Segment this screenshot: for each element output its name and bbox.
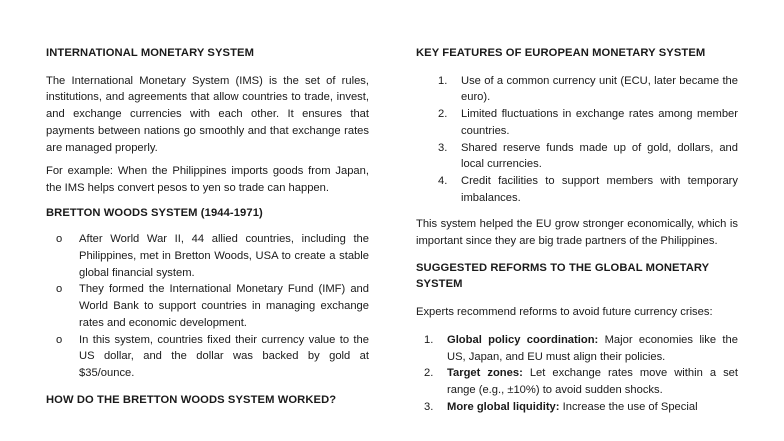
ems-features-list (416, 73, 738, 207)
list-item-text: Let exchange rates move within a set range (e.g., ±10%) to avoid sudden shocks. (447, 367, 738, 396)
ims-example: For example: When the Philippines imports goods from Japan, the IMS helps convert pesos to yen so trade can happen. (46, 165, 369, 194)
list-number: 1. (438, 74, 448, 87)
bretton-woods-heading: BRETTON WOODS SYSTEM (1944-1971) (46, 206, 263, 219)
list-item (416, 399, 738, 416)
list-item (416, 140, 738, 173)
bretton-woods-list (46, 231, 369, 381)
reforms-heading: SUGGESTED REFORMS TO THE GLOBAL MONETARY SYSTEM (416, 261, 710, 291)
list-item-text: Limited fluctuations in exchange rates among member countries. (461, 108, 738, 137)
list-item (416, 332, 738, 365)
reforms-intro: Experts recommend reforms to avoid future currency crises: (416, 306, 713, 319)
list-item (416, 365, 738, 398)
list-item-text: They formed the International Monetary Fund (IMF) and World Bank to support countries in managing exchange rates and economic development. (79, 283, 369, 329)
ims-heading: INTERNATIONAL MONETARY SYSTEM (46, 47, 255, 59)
list-item (416, 106, 738, 139)
ems-paragraph: This system helped the EU grow stronger economically, which is important since they are big trade partners of the Philippines. (416, 218, 738, 248)
list-item-text: Major economies like the US, Japan, and EU must align their policies. (447, 333, 738, 363)
list-item (416, 73, 738, 106)
ims-paragraph: The International Monetary System (IMS) is the set of rules, institutions, and agreements that allow countries to trade, invest, and exchange currencies with each other. It ensures that payments between nations go smoothly and that exchange rates are managed properly. (46, 74, 369, 154)
reform-term: More global liquidity: (447, 400, 560, 413)
list-item-text: Use of a common currency unit (ECU, later became the euro). (461, 74, 738, 104)
list-number: 2. (438, 108, 448, 121)
list-item (46, 332, 369, 382)
list-item-text: In this system, countries fixed their currency value to the US dollar, and the dollar was backed by gold at $35/ounce. (79, 333, 369, 379)
list-number: 1. (424, 333, 434, 346)
how-bretton-woods-heading: HOW DO THE BRETTON WOODS SYSTEM WORKED? (46, 393, 337, 406)
list-item-text: Increase the use of Special (559, 400, 698, 413)
bullet-mark: o (56, 283, 63, 296)
bullet-mark: o (56, 333, 63, 346)
list-item (416, 173, 738, 206)
ems-heading: KEY FEATURES OF EUROPEAN MONETARY SYSTEM (416, 47, 706, 59)
list-number: 3. (424, 400, 434, 413)
reform-term: Target zones: (447, 367, 523, 380)
left-column (46, 45, 369, 408)
list-number: 3. (438, 141, 448, 154)
list-item-text: Credit facilities to support members with temporary imbalances. (461, 174, 738, 204)
list-item-text: Shared reserve funds made up of gold, dollars, and local currencies. (461, 141, 738, 171)
bullet-mark: o (56, 233, 63, 246)
reforms-list (416, 332, 738, 416)
list-item (46, 231, 369, 281)
list-number: 4. (438, 174, 448, 187)
list-item (46, 281, 369, 331)
right-column (416, 45, 738, 415)
list-item-text: After World War II, 44 allied countries, including the Philippines, met in Bretton Woods, USA to create a stable global financial system. (79, 233, 369, 279)
list-number: 2. (424, 367, 434, 380)
reform-term: Global policy coordination: (447, 333, 599, 346)
